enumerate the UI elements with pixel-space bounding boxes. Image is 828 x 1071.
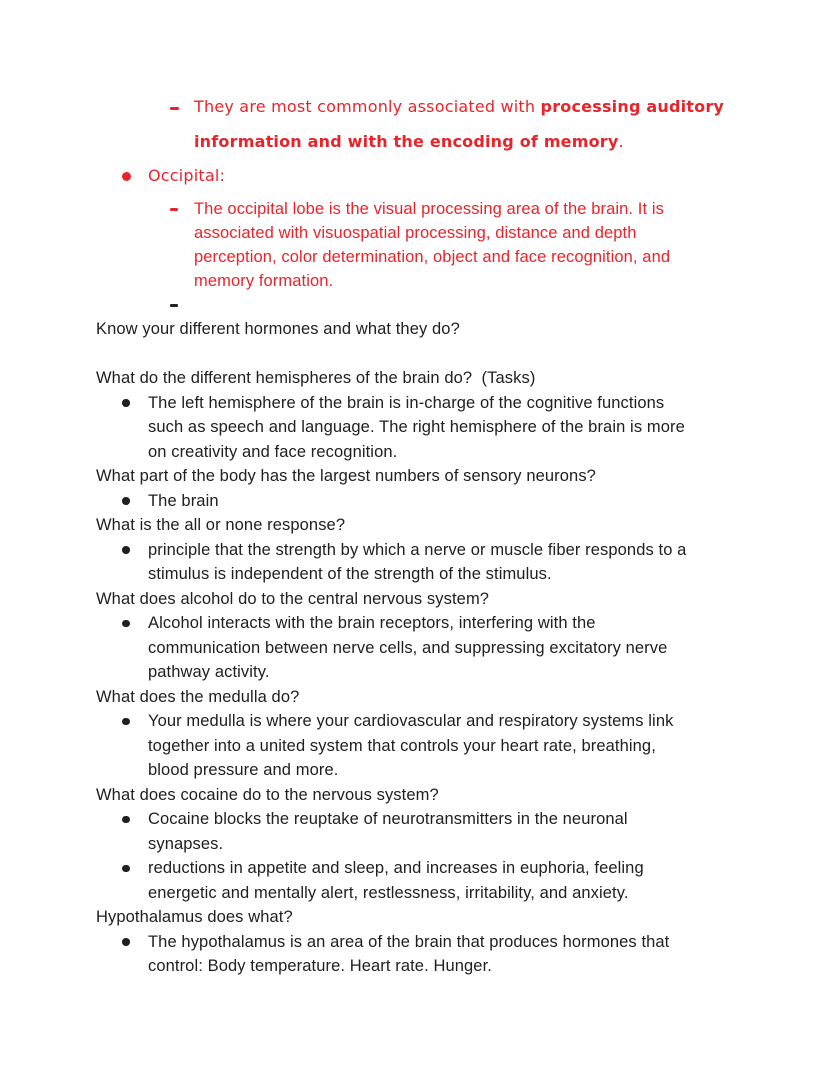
question-medulla <box>96 685 730 710</box>
text-segment: The occipital lobe is the visual processing area of the brain. It is <box>194 199 664 218</box>
text-segment: on creativity and face recognition. <box>148 442 398 461</box>
answer-medulla <box>96 709 730 783</box>
text-line <box>148 391 730 416</box>
text-segment: perception, color determination, object and face recognition, and <box>194 247 671 266</box>
question-cocaine <box>96 783 730 808</box>
bullet-icon <box>122 497 130 505</box>
text-line <box>148 489 730 514</box>
red-note-auditory <box>96 90 730 159</box>
text-segment: synapses. <box>148 834 224 853</box>
bullet-icon <box>122 620 130 628</box>
bullet-icon <box>122 172 131 181</box>
text-line <box>148 538 730 563</box>
answer-alcohol <box>96 611 730 685</box>
blank-line <box>96 342 730 367</box>
question-alcohol <box>96 587 730 612</box>
dash-icon <box>170 208 178 211</box>
text-segment: principle that the strength by which a nerve or muscle fiber responds to a <box>148 540 687 559</box>
text-segment: stimulus is independent of the strength of the stimulus. <box>148 565 552 583</box>
text-line <box>194 90 730 125</box>
text-line <box>96 905 730 930</box>
question-sensory-neurons <box>96 464 730 489</box>
bullet-icon <box>122 816 130 824</box>
question-all-or-none <box>96 513 730 538</box>
answer-all-or-none <box>96 538 730 587</box>
text-line <box>194 197 730 221</box>
text-segment: blood pressure and more. <box>148 761 339 779</box>
bullet-icon <box>122 546 130 554</box>
text-line <box>194 125 730 160</box>
text-line <box>148 660 730 685</box>
text-line <box>148 440 730 465</box>
text-segment: What does the medulla do? <box>96 687 300 706</box>
text-segment: associated with visuospatial processing, distance and depth <box>194 223 637 242</box>
answer-hypothalamus <box>96 930 730 979</box>
red-note-occipital-description <box>96 197 730 293</box>
text-segment: control: Body temperature. Heart rate. Hunger. <box>148 957 492 975</box>
text-line <box>96 685 730 710</box>
text-segment: . <box>618 131 624 151</box>
text-segment: The left hemisphere of the brain is in-charge of the cognitive functions <box>148 393 665 412</box>
question-hormones <box>96 317 730 342</box>
text-line <box>148 954 730 979</box>
text-segment: What does alcohol do to the central nervous system? <box>96 589 490 608</box>
text-segment: Your medulla is where your cardiovascular and respiratory systems link <box>148 712 674 730</box>
text-segment: What is the all or none response? <box>96 516 346 534</box>
text-segment: Cocaine blocks the reuptake of neurotransmitters in the neuronal <box>148 810 628 828</box>
text-segment: What does cocaine do to the nervous system? <box>96 785 439 804</box>
bullet-icon <box>122 865 130 873</box>
bullet-icon <box>122 938 130 946</box>
text-segment: They are most commonly associated with <box>194 97 541 116</box>
text-line <box>148 881 730 906</box>
text-segment: Occipital: <box>148 166 226 185</box>
dash-icon <box>170 304 178 307</box>
text-line <box>194 293 730 318</box>
text-line <box>148 734 730 759</box>
text-segment: communication between nerve cells, and suppressing excitatory nerve <box>148 638 668 657</box>
text-segment: reductions in appetite and sleep, and increases in euphoria, feeling <box>148 859 644 877</box>
text-line <box>96 317 730 342</box>
answer-cocaine-reuptake <box>96 807 730 856</box>
text-line <box>148 832 730 857</box>
text-segment: memory formation. <box>194 271 334 290</box>
text-segment: The brain <box>148 491 219 510</box>
red-note-occipital-heading <box>96 159 730 194</box>
text-segment: such as speech and language. The right hemisphere of the brain is more <box>148 418 685 436</box>
bold-text-segment: information and with the encoding of memory <box>194 131 619 151</box>
dash-icon <box>170 107 179 110</box>
text-line <box>96 464 730 489</box>
text-line <box>148 611 730 636</box>
text-line <box>96 366 730 391</box>
text-segment: Know your different hormones and what they do? <box>96 320 460 338</box>
text-line <box>148 636 730 661</box>
bullet-icon <box>122 399 130 407</box>
text-line <box>148 856 730 881</box>
text-line <box>148 930 730 955</box>
question-hypothalamus <box>96 905 730 930</box>
text-segment: together into a united system that controls your heart rate, breathing, <box>148 736 656 755</box>
text-line <box>96 587 730 612</box>
text-line <box>194 269 730 293</box>
text-segment: energetic and mentally alert, restlessness, irritability, and anxiety. <box>148 883 629 902</box>
text-line <box>96 513 730 538</box>
text-line <box>194 245 730 269</box>
text-line <box>148 758 730 783</box>
text-line <box>148 807 730 832</box>
answer-hemispheres <box>96 391 730 465</box>
text-segment: pathway activity. <box>148 663 270 681</box>
text-segment: What part of the body has the largest numbers of sensory neurons? <box>96 467 596 485</box>
answer-sensory-neurons <box>96 489 730 514</box>
text-line <box>96 783 730 808</box>
empty-dash-item <box>96 293 730 318</box>
bullet-icon <box>122 718 130 726</box>
text-line <box>194 221 730 245</box>
text-line <box>148 159 730 194</box>
text-segment: Hypothalamus does what? <box>96 908 293 926</box>
text-segment: What do the different hemispheres of the brain do? (Tasks) <box>96 369 536 387</box>
text-segment: The hypothalamus is an area of the brain that produces hormones that <box>148 932 670 951</box>
text-line <box>148 562 730 587</box>
text-line <box>148 709 730 734</box>
question-hemispheres <box>96 366 730 391</box>
bold-text-segment: processing auditory <box>540 97 725 116</box>
text-line <box>148 415 730 440</box>
text-segment: Alcohol interacts with the brain receptors, interfering with the <box>148 614 596 632</box>
answer-cocaine-effects <box>96 856 730 905</box>
